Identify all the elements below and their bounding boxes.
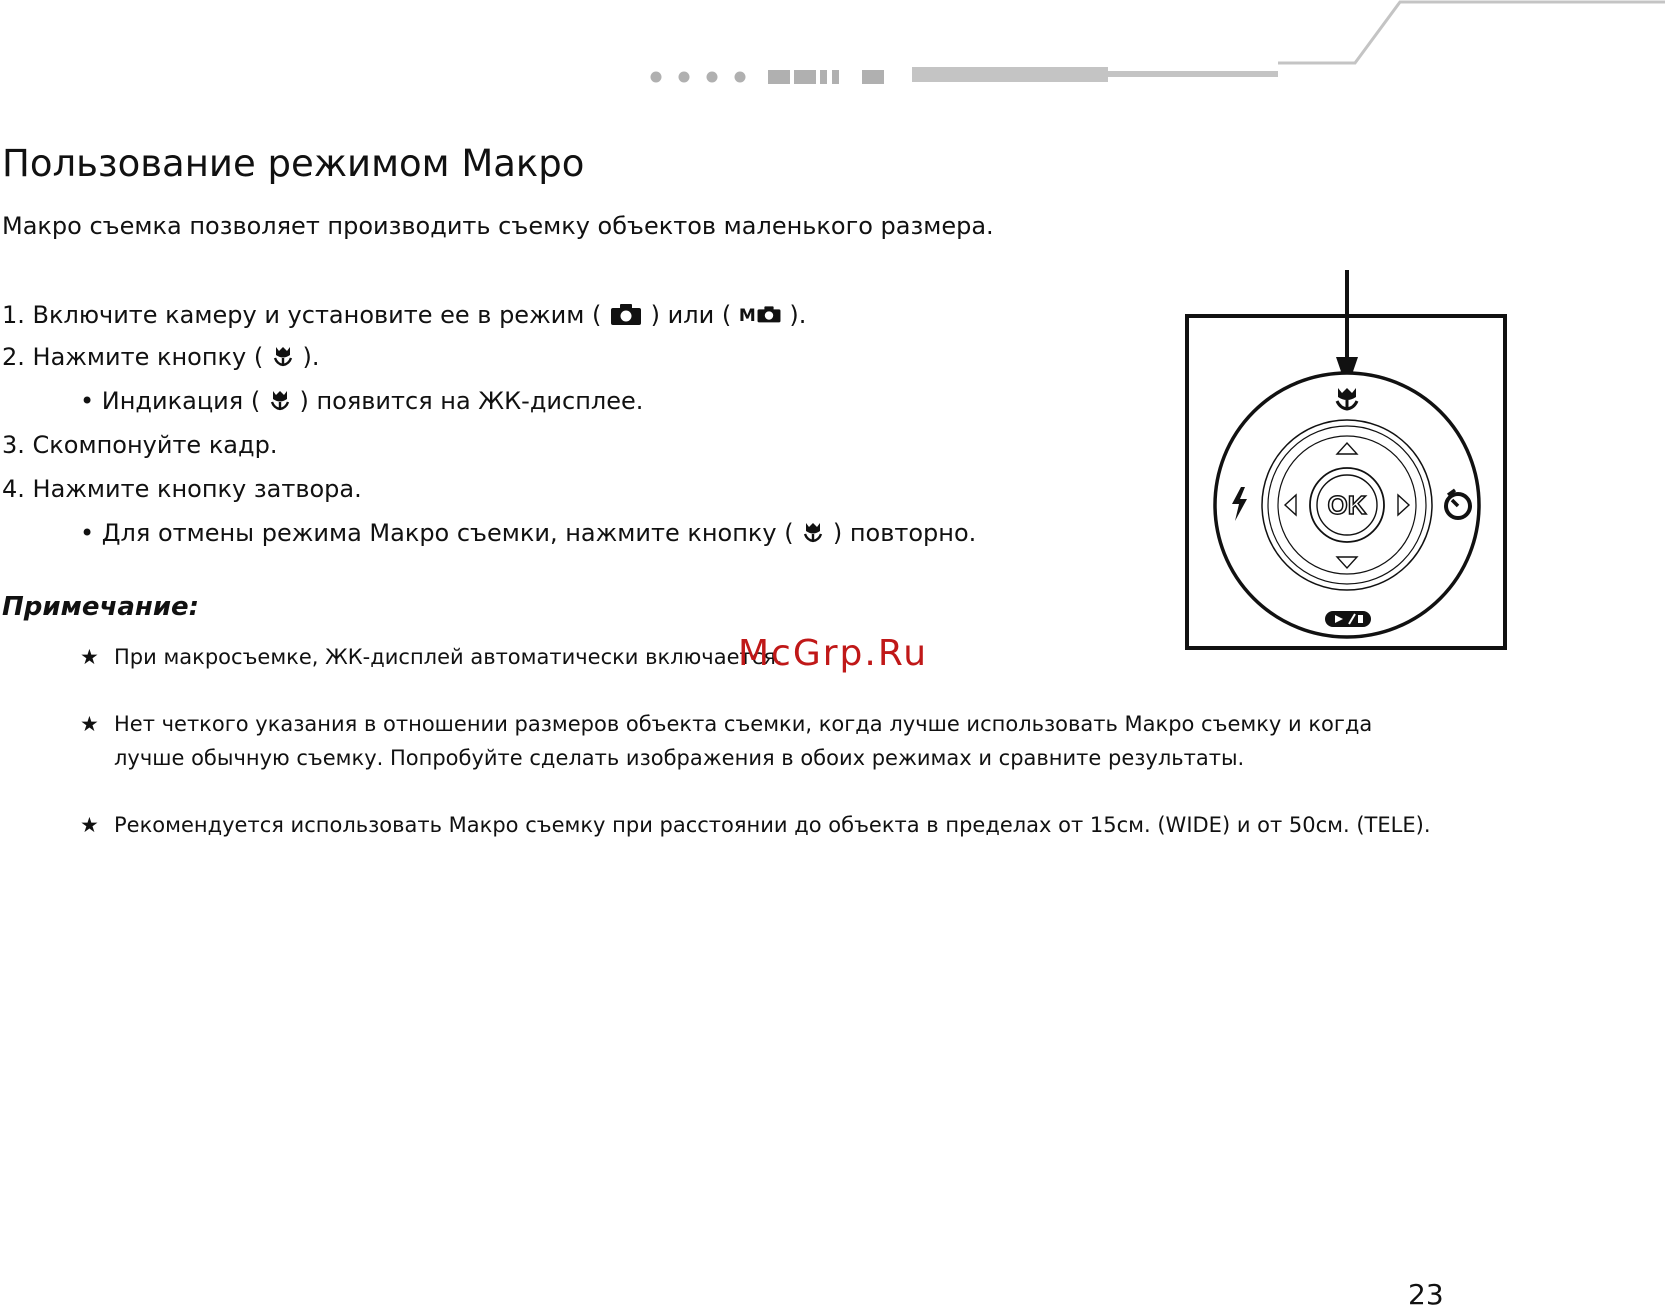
note-2-text: Нет четкого указания в отношении размеров объекта съемки, когда лучше использовать Макро съемку и когда лучше обычную съемку. Попробуйте сделать изображения в обоих режимах и сравните результаты. (114, 712, 1373, 770)
note-heading: Примечание: (2, 592, 200, 622)
bullet-indicator (80, 386, 643, 416)
page-number: 23 (1408, 1278, 1444, 1311)
step-3: 3. Скомпонуйте кадр. (2, 431, 278, 459)
watermark: McGrp.Ru (738, 633, 929, 674)
step-2 (2, 342, 320, 372)
header-dot (679, 72, 690, 83)
header-decoration (0, 0, 1665, 100)
intro-paragraph: Макро съемка позволяет производить съемку объектов маленького размера. (2, 212, 994, 240)
manual-mode-letter: M (738, 306, 756, 326)
bullet-2-text-b: ) повторно. (832, 519, 977, 547)
note-item-3 (80, 808, 1580, 842)
step-1-text-c: ). (789, 301, 807, 329)
manual-camera-icon (739, 306, 782, 326)
header-dot (651, 72, 662, 83)
header-block (862, 70, 884, 84)
bullet-1-text-a: • Индикация ( (80, 387, 261, 415)
bullet-2-text-a: • Для отмены режима Макро съемки, нажмите кнопку ( (80, 519, 794, 547)
step-2-text-b: ). (302, 343, 320, 371)
step-1-text-a: 1. Включите камеру и установите ее в режим ( (2, 301, 602, 329)
note-3-text: Рекомендуется использовать Макро съемку при расстоянии до объекта в пределах от 15см. (WIDE) и от 50см. (TELE). (114, 813, 1431, 837)
camera-icon (756, 304, 782, 324)
header-block (794, 70, 816, 84)
ok-label: OK (1327, 490, 1367, 520)
note-1-text: При макросъемке, ЖК-дисплей автоматически включается. (114, 645, 783, 669)
header-block (832, 70, 839, 84)
step-2-text-a: 2. Нажмите кнопку ( (2, 343, 264, 371)
header-dot (735, 72, 746, 83)
camera-icon (609, 302, 643, 326)
macro-tulip-icon (268, 388, 292, 412)
header-block (768, 70, 790, 84)
star-icon: ★ (80, 645, 99, 669)
step-1-text-b: ) или ( (650, 301, 732, 329)
header-bar-thick (912, 67, 1108, 82)
bullet-cancel (80, 518, 976, 548)
step-4: 4. Нажмите кнопку затвора. (2, 475, 362, 503)
macro-tulip-icon (801, 520, 825, 544)
control-pad-diagram (1180, 265, 1510, 655)
bullet-1-text-b: ) появится на ЖК-дисплее. (299, 387, 644, 415)
star-icon: ★ (80, 813, 99, 837)
header-dot (707, 72, 718, 83)
step-1 (2, 300, 806, 331)
note-item-2 (80, 707, 1440, 775)
page-title: Пользование режимом Макро (2, 142, 585, 185)
header-bar-thin (1108, 71, 1278, 77)
header-block (820, 70, 827, 84)
note-item-1 (80, 640, 1180, 674)
playback-icon (1325, 611, 1371, 627)
header-corner-line (1278, 2, 1665, 63)
star-icon: ★ (80, 712, 99, 736)
macro-tulip-icon (271, 344, 295, 368)
